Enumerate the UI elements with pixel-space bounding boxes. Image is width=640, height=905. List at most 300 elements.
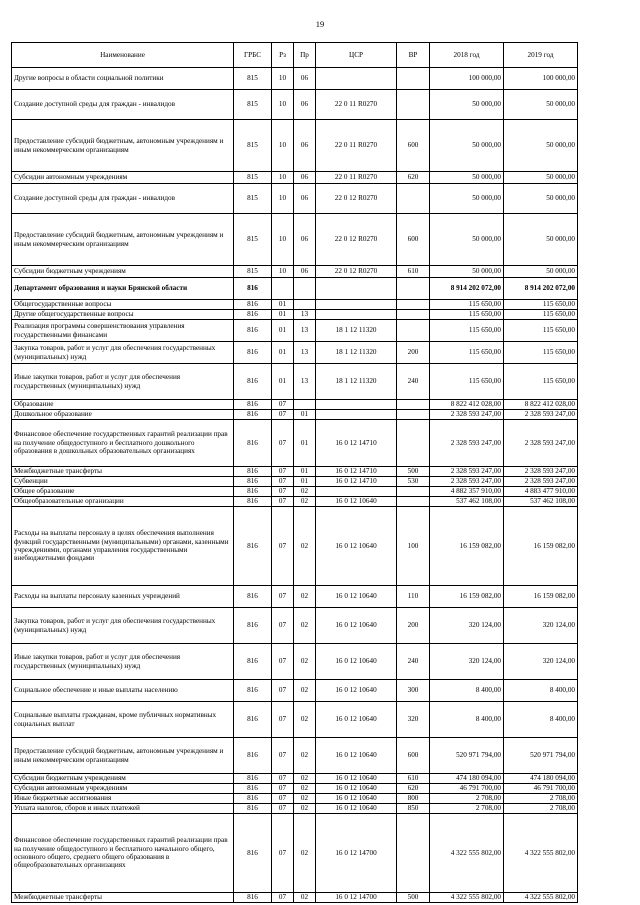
row-csr: 22 0 11 R0270 xyxy=(316,172,397,184)
row-vr: 200 xyxy=(397,342,430,364)
row-name: Иные закупки товаров, работ и услуг для обеспечения государственных (муниципальных) нужд xyxy=(12,364,234,400)
row-pr: 02 xyxy=(294,893,316,903)
row-vr xyxy=(397,90,430,120)
row-vr: 850 xyxy=(397,804,430,814)
row-grbs: 816 xyxy=(234,497,272,507)
row-vr: 240 xyxy=(397,644,430,680)
row-rz: 10 xyxy=(272,120,294,172)
table-row xyxy=(12,310,578,320)
row-rz: 07 xyxy=(272,784,294,794)
row-2018: 115 650,00 xyxy=(430,342,504,364)
row-vr: 110 xyxy=(397,586,430,608)
row-rz: 07 xyxy=(272,738,294,774)
row-name: Дошкольное образование xyxy=(12,410,234,420)
row-rz xyxy=(272,278,294,300)
row-csr xyxy=(316,68,397,90)
row-rz: 07 xyxy=(272,420,294,467)
row-vr xyxy=(397,410,430,420)
row-vr: 500 xyxy=(397,893,430,903)
row-csr: 16 0 12 14710 xyxy=(316,420,397,467)
row-rz: 01 xyxy=(272,300,294,310)
row-grbs: 815 xyxy=(234,172,272,184)
row-grbs: 816 xyxy=(234,702,272,738)
row-2019: 2 708,00 xyxy=(504,804,578,814)
row-2019: 115 650,00 xyxy=(504,320,578,342)
row-grbs: 816 xyxy=(234,364,272,400)
row-2019: 8 400,00 xyxy=(504,680,578,702)
row-vr xyxy=(397,300,430,310)
table-row xyxy=(12,300,578,310)
row-csr: 22 0 12 R0270 xyxy=(316,266,397,278)
row-grbs: 816 xyxy=(234,774,272,784)
table-row xyxy=(12,784,578,794)
row-csr: 16 0 12 10640 xyxy=(316,794,397,804)
row-csr: 16 0 12 10640 xyxy=(316,774,397,784)
row-2019: 8 822 412 028,00 xyxy=(504,400,578,410)
row-rz: 10 xyxy=(272,266,294,278)
row-pr: 13 xyxy=(294,342,316,364)
table-row xyxy=(12,738,578,774)
row-2018: 520 971 794,00 xyxy=(430,738,504,774)
row-csr: 18 1 12 11320 xyxy=(316,364,397,400)
row-rz: 07 xyxy=(272,467,294,477)
row-vr: 610 xyxy=(397,266,430,278)
row-rz: 01 xyxy=(272,320,294,342)
row-2018: 8 400,00 xyxy=(430,702,504,738)
row-2018: 4 322 555 802,00 xyxy=(430,893,504,903)
row-2019: 115 650,00 xyxy=(504,342,578,364)
table-row xyxy=(12,184,578,214)
row-2018: 8 914 202 072,00 xyxy=(430,278,504,300)
row-2018: 50 000,00 xyxy=(430,214,504,266)
table-row xyxy=(12,90,578,120)
row-name: Межбюджетные трансферты xyxy=(12,467,234,477)
row-grbs: 815 xyxy=(234,214,272,266)
row-2019: 50 000,00 xyxy=(504,214,578,266)
row-csr: 22 0 12 R0270 xyxy=(316,184,397,214)
row-2018: 2 328 593 247,00 xyxy=(430,410,504,420)
row-rz: 07 xyxy=(272,774,294,784)
row-2018: 50 000,00 xyxy=(430,90,504,120)
row-csr: 16 0 12 10640 xyxy=(316,644,397,680)
row-rz: 01 xyxy=(272,310,294,320)
row-2018: 50 000,00 xyxy=(430,172,504,184)
row-name: Другие общегосударственные вопросы xyxy=(12,310,234,320)
row-2018: 474 180 094,00 xyxy=(430,774,504,784)
header-rz: Рз xyxy=(272,43,294,68)
row-rz: 10 xyxy=(272,90,294,120)
row-pr: 02 xyxy=(294,814,316,893)
row-grbs: 816 xyxy=(234,784,272,794)
row-pr: 02 xyxy=(294,804,316,814)
row-2019: 4 883 477 910,00 xyxy=(504,487,578,497)
row-grbs: 816 xyxy=(234,310,272,320)
row-2019: 50 000,00 xyxy=(504,172,578,184)
row-2019: 2 328 593 247,00 xyxy=(504,410,578,420)
row-2018: 46 791 700,00 xyxy=(430,784,504,794)
row-grbs: 816 xyxy=(234,410,272,420)
header-name: Наименование xyxy=(12,43,234,68)
row-pr: 02 xyxy=(294,586,316,608)
row-name: Реализация программы совершенствования управления государственными финансами xyxy=(12,320,234,342)
row-rz: 07 xyxy=(272,497,294,507)
row-grbs: 816 xyxy=(234,608,272,644)
row-csr: 18 1 12 11320 xyxy=(316,320,397,342)
row-2019: 474 180 094,00 xyxy=(504,774,578,784)
row-name: Закупка товаров, работ и услуг для обеспечения государственных (муниципальных) нужд xyxy=(12,608,234,644)
row-rz: 07 xyxy=(272,586,294,608)
row-rz: 07 xyxy=(272,702,294,738)
row-grbs: 816 xyxy=(234,320,272,342)
row-rz: 07 xyxy=(272,410,294,420)
row-2018: 115 650,00 xyxy=(430,300,504,310)
row-vr xyxy=(397,497,430,507)
row-name: Финансовое обеспечение государственных гарантий реализации прав на получение общедоступного и бесплатного дошкольного образования в дошкольных образовательных организациях xyxy=(12,420,234,467)
row-grbs: 816 xyxy=(234,680,272,702)
row-csr xyxy=(316,310,397,320)
row-pr: 02 xyxy=(294,702,316,738)
row-vr xyxy=(397,278,430,300)
table-row xyxy=(12,420,578,467)
row-grbs: 816 xyxy=(234,644,272,680)
row-2019: 8 400,00 xyxy=(504,702,578,738)
row-pr: 01 xyxy=(294,410,316,420)
row-grbs: 816 xyxy=(234,893,272,903)
table-row xyxy=(12,507,578,586)
table-row xyxy=(12,702,578,738)
row-2018: 100 000,00 xyxy=(430,68,504,90)
row-name: Общее образование xyxy=(12,487,234,497)
row-pr xyxy=(294,300,316,310)
row-name: Департамент образования и науки Брянской области xyxy=(12,278,234,300)
row-2018: 4 882 357 910,00 xyxy=(430,487,504,497)
row-name: Создание доступной среды для граждан - инвалидов xyxy=(12,184,234,214)
row-name: Субсидии бюджетным учреждениям xyxy=(12,774,234,784)
row-2019: 50 000,00 xyxy=(504,120,578,172)
row-grbs: 816 xyxy=(234,738,272,774)
row-grbs: 816 xyxy=(234,487,272,497)
row-csr: 16 0 12 10640 xyxy=(316,738,397,774)
row-csr: 16 0 12 10640 xyxy=(316,804,397,814)
row-vr: 800 xyxy=(397,794,430,804)
row-2018: 2 328 593 247,00 xyxy=(430,420,504,467)
row-rz: 07 xyxy=(272,487,294,497)
row-name: Иные бюджетные ассигнования xyxy=(12,794,234,804)
row-pr: 02 xyxy=(294,497,316,507)
row-rz: 10 xyxy=(272,214,294,266)
table-row xyxy=(12,644,578,680)
row-csr: 16 0 12 10640 xyxy=(316,702,397,738)
table-row xyxy=(12,467,578,477)
row-name: Уплата налогов, сборов и иных платежей xyxy=(12,804,234,814)
row-2019: 320 124,00 xyxy=(504,644,578,680)
row-rz: 07 xyxy=(272,644,294,680)
row-2018: 50 000,00 xyxy=(430,266,504,278)
row-rz: 01 xyxy=(272,342,294,364)
table-row xyxy=(12,804,578,814)
row-2019: 520 971 794,00 xyxy=(504,738,578,774)
row-name: Субсидии автономным учреждениям xyxy=(12,784,234,794)
row-pr: 02 xyxy=(294,738,316,774)
row-name: Социальные выплаты гражданам, кроме публичных нормативных социальных выплат xyxy=(12,702,234,738)
row-name: Предоставление субсидий бюджетным, автономным учреждениям и иным некоммерческим организациям xyxy=(12,120,234,172)
row-vr xyxy=(397,68,430,90)
row-vr xyxy=(397,814,430,893)
row-name: Финансовое обеспечение государственных гарантий реализации прав на получение общедоступного и бесплатного начального общего, основного общего, среднего общего образования в общеобразовательных организациях xyxy=(12,814,234,893)
row-2019: 2 328 593 247,00 xyxy=(504,467,578,477)
row-rz: 07 xyxy=(272,507,294,586)
header-2019: 2019 год xyxy=(504,43,578,68)
row-grbs: 815 xyxy=(234,184,272,214)
table-row xyxy=(12,278,578,300)
table-row xyxy=(12,364,578,400)
row-name: Расходы на выплаты персоналу казенных учреждений xyxy=(12,586,234,608)
row-csr: 16 0 12 10640 xyxy=(316,608,397,644)
row-2019: 50 000,00 xyxy=(504,184,578,214)
row-2018: 8 400,00 xyxy=(430,680,504,702)
row-csr: 16 0 12 10640 xyxy=(316,586,397,608)
row-rz: 07 xyxy=(272,477,294,487)
row-grbs: 815 xyxy=(234,68,272,90)
row-2018: 320 124,00 xyxy=(430,644,504,680)
row-2019: 16 159 082,00 xyxy=(504,507,578,586)
row-2018: 8 822 412 028,00 xyxy=(430,400,504,410)
row-pr: 01 xyxy=(294,467,316,477)
row-rz: 07 xyxy=(272,804,294,814)
row-2019: 46 791 700,00 xyxy=(504,784,578,794)
row-rz: 07 xyxy=(272,400,294,410)
row-vr xyxy=(397,310,430,320)
row-csr xyxy=(316,400,397,410)
row-2018: 2 328 593 247,00 xyxy=(430,467,504,477)
row-rz: 10 xyxy=(272,184,294,214)
row-csr: 16 0 12 14710 xyxy=(316,477,397,487)
row-pr: 02 xyxy=(294,644,316,680)
row-csr xyxy=(316,300,397,310)
table-row xyxy=(12,400,578,410)
table-row xyxy=(12,893,578,903)
row-vr xyxy=(397,400,430,410)
row-name: Иные закупки товаров, работ и услуг для обеспечения государственных (муниципальных) нужд xyxy=(12,644,234,680)
row-name: Межбюджетные трансферты xyxy=(12,893,234,903)
row-pr: 02 xyxy=(294,794,316,804)
row-pr: 13 xyxy=(294,364,316,400)
row-vr: 620 xyxy=(397,784,430,794)
row-grbs: 815 xyxy=(234,120,272,172)
table-body xyxy=(12,68,578,903)
row-grbs: 816 xyxy=(234,814,272,893)
row-grbs: 816 xyxy=(234,477,272,487)
budget-table xyxy=(11,42,578,903)
row-pr: 06 xyxy=(294,68,316,90)
row-2018: 115 650,00 xyxy=(430,310,504,320)
row-2019: 4 322 555 802,00 xyxy=(504,814,578,893)
row-pr xyxy=(294,400,316,410)
row-2018: 50 000,00 xyxy=(430,120,504,172)
row-2019: 115 650,00 xyxy=(504,364,578,400)
table-row xyxy=(12,266,578,278)
row-pr: 13 xyxy=(294,320,316,342)
row-csr: 16 0 12 14700 xyxy=(316,814,397,893)
row-csr xyxy=(316,487,397,497)
row-rz: 07 xyxy=(272,893,294,903)
row-name: Общегосударственные вопросы xyxy=(12,300,234,310)
row-2018: 115 650,00 xyxy=(430,364,504,400)
row-csr xyxy=(316,410,397,420)
row-rz: 07 xyxy=(272,608,294,644)
table-row xyxy=(12,680,578,702)
table-row xyxy=(12,774,578,784)
row-2018: 320 124,00 xyxy=(430,608,504,644)
table-row xyxy=(12,214,578,266)
row-2018: 4 322 555 802,00 xyxy=(430,814,504,893)
row-vr: 100 xyxy=(397,507,430,586)
row-name: Другие вопросы в области социальной политики xyxy=(12,68,234,90)
row-grbs: 816 xyxy=(234,400,272,410)
row-vr: 600 xyxy=(397,214,430,266)
row-pr: 06 xyxy=(294,172,316,184)
row-grbs: 816 xyxy=(234,586,272,608)
table-row xyxy=(12,477,578,487)
row-2019: 8 914 202 072,00 xyxy=(504,278,578,300)
row-name: Предоставление субсидий бюджетным, автономным учреждениям и иным некоммерческим организациям xyxy=(12,738,234,774)
header-pr: Пр xyxy=(294,43,316,68)
row-2018: 115 650,00 xyxy=(430,320,504,342)
row-rz: 07 xyxy=(272,794,294,804)
row-grbs: 815 xyxy=(234,266,272,278)
row-grbs: 815 xyxy=(234,90,272,120)
table-row xyxy=(12,794,578,804)
row-pr: 02 xyxy=(294,608,316,644)
row-pr: 01 xyxy=(294,477,316,487)
row-csr: 22 0 11 R0270 xyxy=(316,90,397,120)
table-row xyxy=(12,410,578,420)
row-name: Образование xyxy=(12,400,234,410)
row-2018: 16 159 082,00 xyxy=(430,586,504,608)
row-csr: 16 0 12 14710 xyxy=(316,467,397,477)
row-2018: 2 708,00 xyxy=(430,804,504,814)
table-row xyxy=(12,497,578,507)
row-2019: 2 708,00 xyxy=(504,794,578,804)
row-2019: 537 462 108,00 xyxy=(504,497,578,507)
row-csr: 22 0 11 R0270 xyxy=(316,120,397,172)
row-vr: 300 xyxy=(397,680,430,702)
row-vr: 530 xyxy=(397,477,430,487)
row-2019: 2 328 593 247,00 xyxy=(504,477,578,487)
header-csr: ЦСР xyxy=(316,43,397,68)
header-grbs: ГРБС xyxy=(234,43,272,68)
row-2019: 50 000,00 xyxy=(504,90,578,120)
row-vr: 600 xyxy=(397,738,430,774)
row-pr: 06 xyxy=(294,120,316,172)
row-csr: 16 0 12 10640 xyxy=(316,507,397,586)
row-pr: 02 xyxy=(294,507,316,586)
row-vr: 500 xyxy=(397,467,430,477)
table-row xyxy=(12,487,578,497)
row-vr: 200 xyxy=(397,608,430,644)
row-2019: 2 328 593 247,00 xyxy=(504,420,578,467)
row-rz: 07 xyxy=(272,680,294,702)
row-name: Расходы на выплаты персоналу в целях обеспечения выполнения функций государственными (муниципальными) органами, казенными учреждениями, органами управления государственными внебюджетными фондами xyxy=(12,507,234,586)
row-csr xyxy=(316,278,397,300)
table-row xyxy=(12,172,578,184)
row-name: Создание доступной среды для граждан - инвалидов xyxy=(12,90,234,120)
row-pr: 06 xyxy=(294,214,316,266)
table-row xyxy=(12,608,578,644)
row-2018: 2 328 593 247,00 xyxy=(430,477,504,487)
row-csr: 16 0 12 10640 xyxy=(316,680,397,702)
row-grbs: 816 xyxy=(234,804,272,814)
row-grbs: 816 xyxy=(234,278,272,300)
row-2018: 537 462 108,00 xyxy=(430,497,504,507)
header-2018: 2018 год xyxy=(430,43,504,68)
table-row xyxy=(12,320,578,342)
row-2018: 16 159 082,00 xyxy=(430,507,504,586)
row-grbs: 816 xyxy=(234,467,272,477)
row-name: Закупка товаров, работ и услуг для обеспечения государственных (муниципальных) нужд xyxy=(12,342,234,364)
row-2018: 50 000,00 xyxy=(430,184,504,214)
row-grbs: 816 xyxy=(234,342,272,364)
row-2019: 50 000,00 xyxy=(504,266,578,278)
row-pr: 02 xyxy=(294,680,316,702)
row-2018: 2 708,00 xyxy=(430,794,504,804)
row-csr: 16 0 12 10640 xyxy=(316,497,397,507)
page-number: 19 xyxy=(315,19,325,29)
row-2019: 100 000,00 xyxy=(504,68,578,90)
row-pr: 06 xyxy=(294,184,316,214)
table-row xyxy=(12,120,578,172)
row-2019: 16 159 082,00 xyxy=(504,586,578,608)
row-csr: 16 0 12 14700 xyxy=(316,893,397,903)
table-row xyxy=(12,68,578,90)
row-csr: 16 0 12 10640 xyxy=(316,784,397,794)
row-grbs: 816 xyxy=(234,507,272,586)
table-row xyxy=(12,342,578,364)
row-2019: 115 650,00 xyxy=(504,300,578,310)
row-name: Общеобразовательные организации xyxy=(12,497,234,507)
row-2019: 320 124,00 xyxy=(504,608,578,644)
row-vr: 320 xyxy=(397,702,430,738)
row-rz: 10 xyxy=(272,172,294,184)
row-name: Субсидии автономным учреждениям xyxy=(12,172,234,184)
row-pr: 02 xyxy=(294,487,316,497)
row-rz: 07 xyxy=(272,814,294,893)
row-vr xyxy=(397,184,430,214)
row-name: Субсидии бюджетным учреждениям xyxy=(12,266,234,278)
row-rz: 10 xyxy=(272,68,294,90)
row-vr: 610 xyxy=(397,774,430,784)
row-vr xyxy=(397,320,430,342)
row-vr: 620 xyxy=(397,172,430,184)
row-vr: 240 xyxy=(397,364,430,400)
row-pr xyxy=(294,278,316,300)
row-csr: 18 1 12 11320 xyxy=(316,342,397,364)
row-pr: 06 xyxy=(294,266,316,278)
row-2019: 4 322 555 802,00 xyxy=(504,893,578,903)
row-pr: 06 xyxy=(294,90,316,120)
table-header xyxy=(12,43,578,68)
row-csr: 22 0 12 R0270 xyxy=(316,214,397,266)
header-vr: ВР xyxy=(397,43,430,68)
row-pr: 01 xyxy=(294,420,316,467)
row-pr: 02 xyxy=(294,774,316,784)
row-pr: 02 xyxy=(294,784,316,794)
row-grbs: 816 xyxy=(234,300,272,310)
row-2019: 115 650,00 xyxy=(504,310,578,320)
table-row xyxy=(12,814,578,893)
row-vr xyxy=(397,420,430,467)
row-grbs: 816 xyxy=(234,794,272,804)
